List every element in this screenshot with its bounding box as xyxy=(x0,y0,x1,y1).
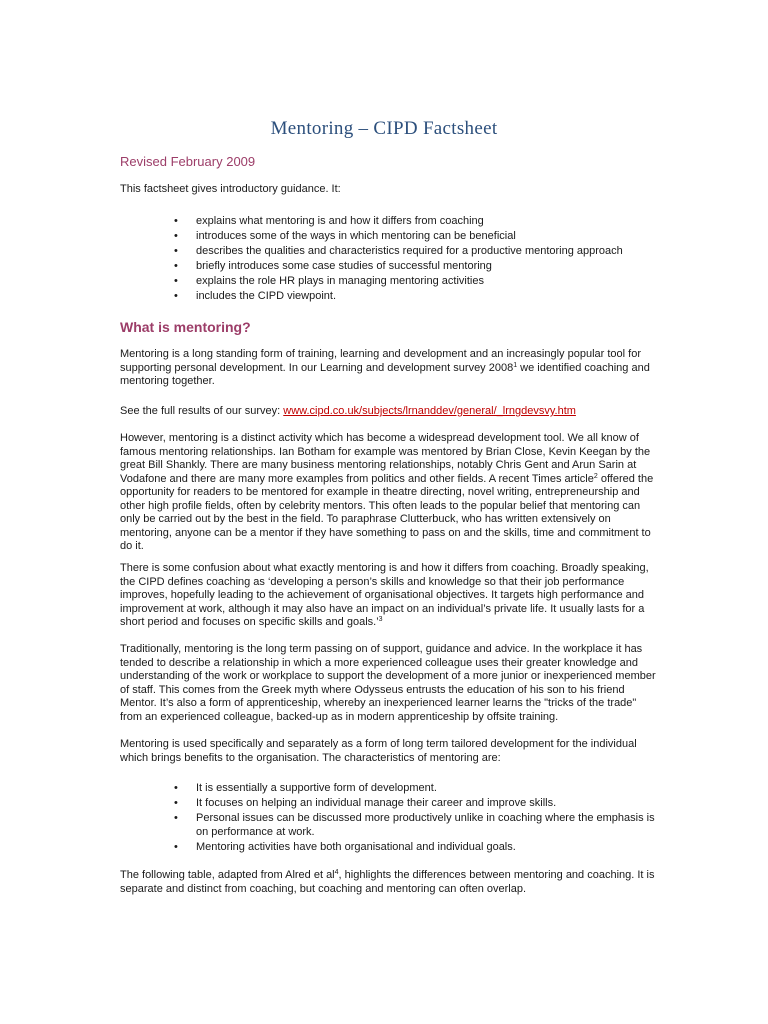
bullet-icon: • xyxy=(174,290,178,302)
list-item: • It is essentially a supportive form of development. xyxy=(174,782,437,794)
list-item: • Mentoring activities have both organisational and individual goals. xyxy=(174,841,516,853)
bullet-icon: • xyxy=(174,275,178,287)
list-item: • explains the role HR plays in managing mentoring activities xyxy=(174,275,484,287)
bullet-icon: • xyxy=(174,841,178,853)
paragraph-examples: However, mentoring is a distinct activity which has become a widespread development tool. We all know of famous mentoring relationships. Ian Botham for example was mentored by Brian Close, Kevin Keegan by the great Bill Shankly. There are many business mentoring relationships, notably Chris Gent and Arun Sarin at Vodafone and there are many more examples from politics and other fields. A recent Times article$^2$ offered the opportunity for readers to be mentored for example in theatre directing, novel writing, entrepreneurship and other high profile fields, often by celebrity mentors. This often leads to the popular belief that mentoring can only be carried out by the best in the field. To paraphrase Clutterbuck, who has written extensively on mentoring, anyone can be a mentor if they have something to pass on and the skills, time and commitment to do it. xyxy=(120,432,654,552)
bullet-icon: • xyxy=(174,260,178,272)
paragraph-characteristics: Mentoring is used specifically and separately as a form of long term tailored development for the individual which brings benefits to the organisation. The characteristics of mentoring are: xyxy=(120,738,637,764)
footnote-ref[interactable]: 2 xyxy=(593,472,598,480)
list-item: • explains what mentoring is and how it differs from coaching xyxy=(174,215,484,227)
paragraph-survey: See the full results of our survey: www.cipd.co.uk/subjects/lrnanddev/general/_lrngdevsvy.htm xyxy=(120,405,576,417)
list-item: • It focuses on helping an individual manage their career and improve skills. xyxy=(174,797,557,809)
intro-paragraph: This factsheet gives introductory guidance. It: xyxy=(120,183,341,195)
paragraph-definition: Mentoring is a long standing form of training, learning and development and an increasingly popular tool for supporting personal development. In our Learning and development survey 2008$^1$ we identified coaching and mentoring together. xyxy=(120,348,650,387)
bullet-icon: • xyxy=(174,812,178,824)
section-heading: What is mentoring? xyxy=(120,319,251,335)
list-item: • includes the CIPD viewpoint. xyxy=(174,290,337,302)
list-item: • introduces some of the ways in which mentoring can be beneficial xyxy=(174,230,516,242)
document-title: Mentoring – CIPD Factsheet xyxy=(270,118,498,139)
bullet-icon: • xyxy=(174,230,178,242)
revised-date: Revised February 2009 xyxy=(120,154,256,169)
footnote-ref[interactable]: 1 xyxy=(513,361,518,369)
characteristics-bullet-list xyxy=(120,781,660,854)
bullet-icon: • xyxy=(174,245,178,257)
bullet-icon: • xyxy=(174,797,178,809)
bullet-icon: • xyxy=(174,215,178,227)
paragraph-coaching-definition: There is some confusion about what exactly mentoring is and how it differs from coaching. Broadly speaking, the CIPD defines coaching as ‘developing a person’s skills and knowledge so that their job performance improves, hopefully leading to the achievement of organisational objectives. It targets high performance and improvement at work, although it may also have an impact on an individual’s private life. It usually lasts for a short period and focuses on specific skills and goals.’$^3$ xyxy=(120,562,649,628)
paragraph-traditional: Traditionally, mentoring is the long term passing on of support, guidance and advice. In the workplace it has tended to describe a relationship in which a more experienced colleague uses their greater knowledge and understanding of the work or workplace to support the development of a more junior or inexperienced member of staff. This comes from the Greek myth where Odysseus entrusts the education of his son to his friend Mentor. It’s also a form of apprenticeship, whereby an inexperienced learner learns the "tricks of the trade" from an experienced colleague, backed-up as in modern apprenticeship by offsite training. xyxy=(120,643,656,723)
list-item: • briefly introduces some case studies of successful mentoring xyxy=(174,260,492,272)
list-item: • Personal issues can be discussed more productively unlike in coaching where the emphasis is on performance at work. xyxy=(174,812,655,838)
bullet-icon: • xyxy=(174,782,178,794)
paragraph-table-intro: The following table, adapted from Alred et $al^4$, highlights the differences between mentoring and coaching. It is separate and distinct from coaching, but coaching and mentoring can often overlap. xyxy=(120,869,655,895)
footnote-ref[interactable]: 4 xyxy=(334,869,339,876)
survey-link[interactable]: www.cipd.co.uk/subjects/lrnanddev/general/_lrngdevsvy.htm xyxy=(283,405,576,417)
footnote-ref[interactable]: 3 xyxy=(378,616,383,623)
list-item: • describes the qualities and characteristics required for a productive mentoring approach xyxy=(174,245,623,257)
intro-bullet-list xyxy=(120,214,660,304)
